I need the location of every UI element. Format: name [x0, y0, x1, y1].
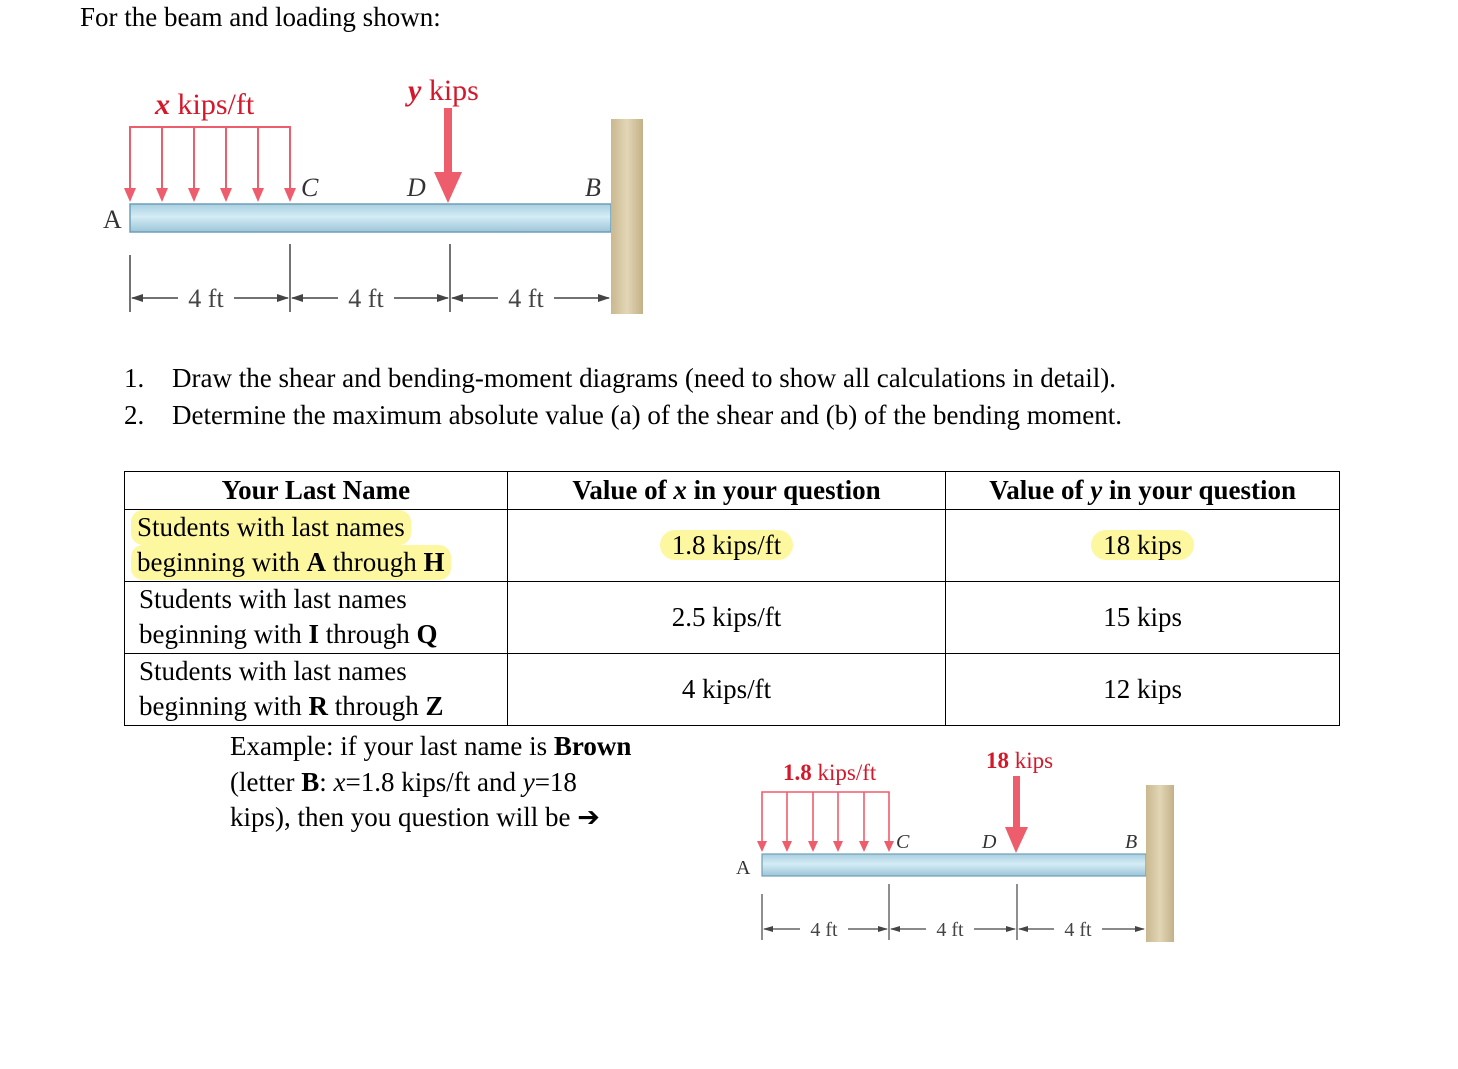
- example-text: Example: if your last name is Brown (letter B: x=1.8 kips/ft and y=18 kips), then you question will be ➔: [230, 731, 632, 832]
- point-c-label: C: [301, 173, 319, 202]
- example-span-1-label: 4 ft: [810, 919, 838, 941]
- example-point-b-label: B: [1125, 831, 1138, 853]
- point-d-label: D: [407, 173, 426, 202]
- header-y-value: Value of y in your question: [946, 472, 1340, 510]
- beam: [130, 204, 611, 232]
- name-range-cell: Students with last names beginning with A through H: [125, 509, 508, 581]
- distributed-load: [124, 127, 296, 202]
- example-beam-figure: [720, 740, 1180, 950]
- x-value-cell: 4 kips/ft: [507, 653, 946, 725]
- y-value-cell: 15 kips: [946, 581, 1340, 653]
- span-3-label: 4 ft: [508, 284, 544, 313]
- example-point-a-label: A: [736, 857, 751, 879]
- x-value-cell: 2.5 kips/ft: [507, 581, 946, 653]
- right-arrow-icon: ➔: [577, 802, 600, 832]
- y-value-cell: 12 kips: [946, 653, 1340, 725]
- span-2-label: 4 ft: [348, 284, 384, 313]
- fixed-support-wall: [611, 119, 643, 314]
- question-item: 1. Draw the shear and bending-moment diagrams (need to show all calculations in detail).: [124, 363, 1116, 393]
- main-beam-figure: [0, 60, 700, 330]
- example-distributed-load: [757, 792, 894, 852]
- example-point-c-label: C: [896, 831, 910, 853]
- point-load-arrow: [434, 108, 462, 203]
- table-header-row: [125, 472, 1340, 510]
- example-point-d-label: D: [982, 831, 997, 853]
- example-fixed-support-wall: [1146, 785, 1174, 942]
- y-value-cell: 18 kips: [946, 509, 1340, 581]
- question-item: 2. Determine the maximum absolute value (a) of the shear and (b) of the bending moment.: [124, 400, 1122, 430]
- point-a-label: A: [103, 205, 122, 234]
- intro-text: For the beam and loading shown:: [80, 2, 441, 32]
- question-list: [124, 360, 1122, 434]
- table-row: [125, 581, 1340, 653]
- span-1-label: 4 ft: [188, 284, 224, 313]
- x-value-cell: 1.8 kips/ft: [507, 509, 946, 581]
- example-span-3-label: 4 ft: [1064, 919, 1092, 941]
- example-span-2-label: 4 ft: [936, 919, 964, 941]
- example-point-load-arrow: [1005, 776, 1028, 853]
- header-x-value: Value of x in your question: [507, 472, 946, 510]
- dist-load-label: x kips/ft: [155, 88, 255, 121]
- point-b-label: B: [585, 173, 601, 202]
- example-beam: [762, 854, 1146, 876]
- assignment-table: [124, 471, 1340, 726]
- name-range-cell: Students with last names beginning with I through Q: [125, 581, 508, 653]
- header-last-name: Your Last Name: [125, 472, 508, 510]
- example-point-load-label: 18 kips: [986, 748, 1054, 773]
- table-row: [125, 509, 1340, 581]
- example-dist-load-label: 1.8 kips/ft: [783, 760, 877, 785]
- name-range-cell: Students with last names beginning with R through Z: [125, 653, 508, 725]
- point-load-label: y kips: [408, 74, 479, 107]
- table-row: [125, 653, 1340, 725]
